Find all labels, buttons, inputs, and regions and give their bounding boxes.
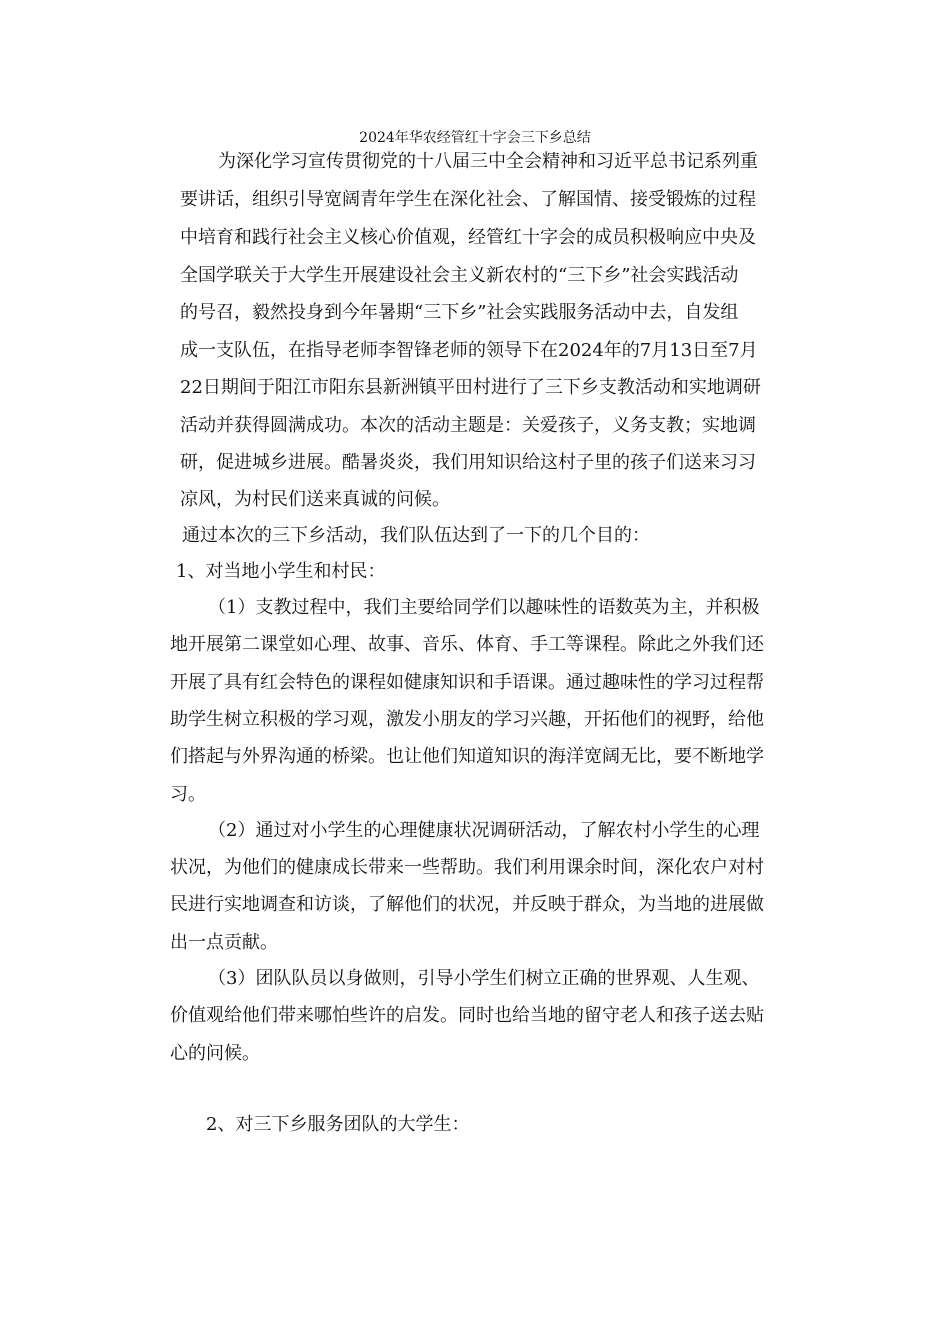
text-line: （1）支教过程中，我们主要给同学们以趣味性的语数英为主，并积极 [208,597,760,618]
text-line: 成一支队伍，在指导老师李智锋老师的领导下在2024年的7月13日至7月 [180,340,758,361]
text-line: 助学生树立积极的学习观，激发小朋友的学习兴趣，开拓他们的视野，给他 [170,709,764,730]
text-line: 心的问候。 [170,1043,260,1064]
text-line: 习。 [170,784,206,805]
text-line: 价值观给他们带来哪怕些许的启发。同时也给当地的留守老人和孩子送去贴 [170,1005,764,1026]
page-title: 2024年华农经管红十字会三下乡总结 [359,130,591,146]
text-line: 要讲话，组织引导宽阔青年学生在深化社会、了解国情、接受锻炼的过程 [180,189,756,210]
text-line: （2）通过对小学生的心理健康状况调研活动，了解农村小学生的心理 [208,820,760,841]
text-line: 研，促进城乡进展。酷暑炎炎，我们用知识给这村子里的孩子们送来习习 [180,452,756,473]
text-line: 们搭起与外界沟通的桥梁。也让他们知道知识的海洋宽阔无比，要不断地学 [170,746,764,767]
text-line: 中培育和践行社会主义核心价值观，经管红十字会的成员积极响应中央及 [180,227,756,248]
text-line: （3）团队队员以身做则，引导小学生们树立正确的世界观、人生观、 [208,968,760,989]
section-heading-1: 1、对当地小学生和村民： [176,561,386,582]
section-heading-2: 2、对三下乡服务团队的大学生： [206,1114,470,1135]
summary-line: 通过本次的三下乡活动，我们队伍达到了一下的几个目的： [182,525,650,546]
text-line: 为深化学习宣传贯彻党的十八届三中全会精神和习近平总书记系列重 [218,151,758,172]
text-line: 状况，为他们的健康成长带来一些帮助。我们利用课余时间，深化农户对村 [170,857,764,878]
text-line: 民进行实地调查和访谈，了解他们的状况，并反映于群众，为当地的进展做 [170,894,764,915]
text-line: 出一点贡献。 [170,932,278,953]
text-line: 地开展第二课堂如心理、故事、音乐、体育、手工等课程。除此之外我们还 [170,634,764,655]
text-line: 的号召，毅然投身到今年暑期“三下乡”社会实践服务活动中去，自发组 [180,302,739,323]
text-line: 活动并获得圆满成功。本次的活动主题是：关爱孩子，义务支教；实地调 [180,415,756,436]
text-line: 凉风，为村民们送来真诚的问候。 [180,489,450,510]
text-line: 开展了具有红会特色的课程如健康知识和手语课。通过趣味性的学习过程帮 [170,672,764,693]
text-line: 22日期间于阳江市阳东县新洲镇平田村进行了三下乡支教活动和实地调研 [180,377,761,398]
text-line: 全国学联关于大学生开展建设社会主义新农村的“三下乡”社会实践活动 [180,265,739,286]
